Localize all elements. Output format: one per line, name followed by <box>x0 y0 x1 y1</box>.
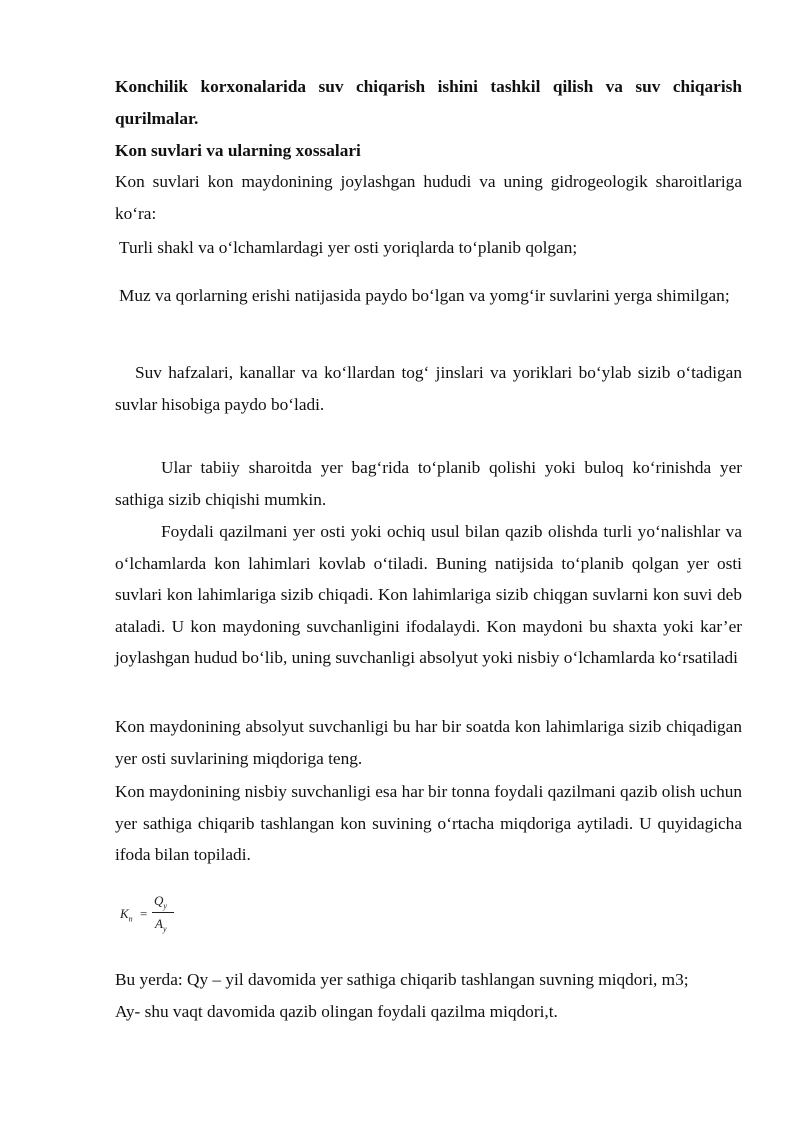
list-item-2: Muz va qorlarning erishi natijasida paydo bo‘lgan va yomg‘ir suvlarini yerga shimilgan; <box>119 286 730 305</box>
water-ratio-formula <box>120 890 190 940</box>
formula-lhs: $K_n$ <box>120 906 133 924</box>
paragraph-relative: Kon maydonining nisbiy suvchanligi esa har bir tonna foydali qazilmani qazib olish uchun yer sathiga chiqarib tashlangan kon suvining o‘rtacha miqdoriga aytiladi. U quyidagicha ifoda bilan topiladi. <box>115 782 742 864</box>
formula-numerator: $Q_y$ <box>154 893 167 911</box>
fraction-bar <box>152 912 174 913</box>
list-item-1: Turli shakl va o‘lchamlardagi yer osti yoriqlarda to‘planib qolgan; <box>119 238 578 257</box>
formula-denominator: $A_y$ <box>155 916 167 934</box>
paragraph-mining: Foydali qazilmani yer osti yoki ochiq usul bilan qazib olishda turli yo‘nalishlar va o‘lchamlarda kon lahimlari kovlab o‘tiladi. Buning natijsida to‘planib qolgan yer osti suvlari kon lahimlariga sizib chiqadi. Kon lahimlariga sizib chiqgan suvlarni kon suvi deb ataladi. U kon maydoning suvchanligini ifodalaydi. Kon maydoni bu shaxta yoki kar’er joylashgan hudud bo‘lib, uning suvchanligi absolyut yoki nisbiy o‘lchamlarda ko‘rsatiladi <box>115 522 742 667</box>
document-title: Konchilik korxonalarida suv chiqarish ishini tashkil qilish va suv chiqarish qurilmalar. <box>115 77 742 128</box>
paragraph-accumulation: Ular tabiiy sharoitda yer bag‘rida to‘planib qolishi yoki buloq ko‘rinishda yer sathiga sizib chiqishi mumkin. <box>115 458 742 509</box>
list-item-3: Suv hafzalari, kanallar va ko‘llardan tog‘ jinslari va yoriklari bo‘ylab sizib o‘tadigan suvlar hisobiga paydo bo‘ladi. <box>115 363 742 414</box>
section-heading: Kon suvlari va ularning xossalari <box>115 141 361 160</box>
note-qy: Bu yerda: Qy – yil davomida yer sathiga chiqarib tashlangan suvning miqdori, m3; <box>115 970 689 989</box>
formula-equals: = <box>140 906 148 921</box>
note-ay: Ay- shu vaqt davomida qazib olingan foydali qazilma miqdori,t. <box>115 1002 558 1021</box>
intro-paragraph: Kon suvlari kon maydonining joylashgan hududi va uning gidrogeologik sharoitlariga ko‘ra: <box>115 172 742 223</box>
paragraph-absolute: Kon maydonining absolyut suvchanligi bu har bir soatda kon lahimlariga sizib chiqadigan yer osti suvlarining miqdoriga teng. <box>115 717 742 768</box>
